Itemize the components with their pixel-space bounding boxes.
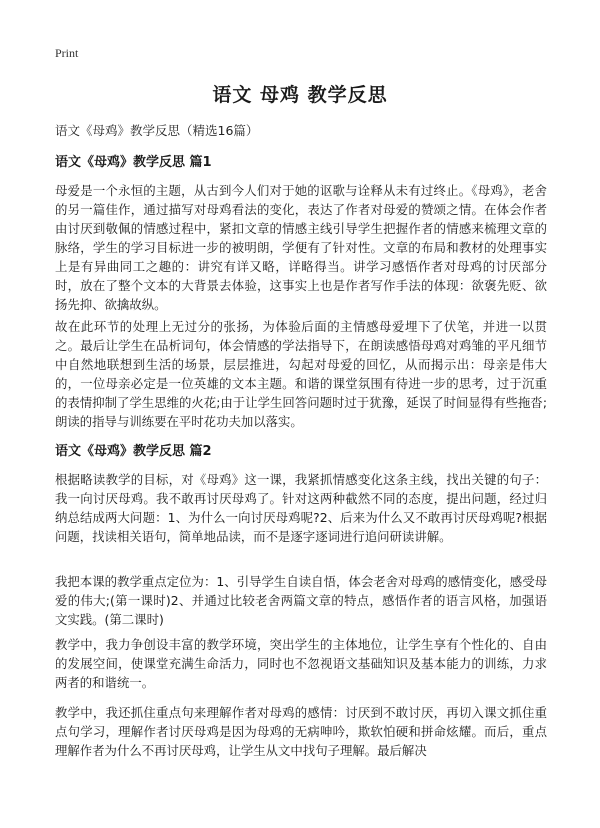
section-heading-1: 语文《母鸡》教学反思 篇1 [55, 155, 212, 170]
document-subtitle: 语文《母鸡》教学反思（精选16篇） [55, 123, 259, 138]
print-link[interactable]: Print [55, 46, 79, 60]
page-title: 语文 母鸡 教学反思 [212, 84, 388, 106]
section-2-paragraph-2: 我把本课的教学重点定位为：1、引导学生自读自悟，体会老舍对母鸡的感情变化，感受母爱的伟大;(第一课时)2、并通过比较老舍两篇文章的特点，感悟作者的语言风格，加强语文实践。(第二课时) [55, 574, 547, 627]
section-2-paragraph-4: 教学中，我还抓住重点句来理解作者对母鸡的感情：讨厌到不敢讨厌，再切入课文抓住重点句学习，理解作者讨厌母鸡是因为母鸡的无病呻吟，欺软怕硬和拼命炫耀。而后，重点理解作者为什么不再讨厌母鸡，让学生从文中找句子理解。最后解决 [55, 705, 547, 758]
section-2-paragraph-3: 教学中，我力争创设丰富的教学环境，突出学生的主体地位，让学生享有个性化的、自由的发展空间，使课堂充满生命活力，同时也不忽视语文基础知识及基本能力的训练，力求两者的和谐统一。 [55, 637, 547, 690]
section-heading-2: 语文《母鸡》教学反思 篇2 [55, 444, 212, 459]
section-1-paragraph-2: 故在此环节的处理上无过分的张扬，为体验后面的主情感母爱埋下了伏笔，并进一以贯之。最后让学生在品析词句，体会情感的学法指导下，在朗读感悟母鸡对鸡雏的平凡细节中自然地联想到生活的场景，层层推进，勾起对母爱的回忆，从而揭示出：母亲是伟大的，一位母亲必定是一位英雄的文本主题。和谐的课堂氛围有待进一步的思考，过于沉重的表情抑制了学生思维的火花;由于让学生回答问题时过于犹豫，延误了时间显得有些拖沓;朗读的指导与训练要在平时花功夫加以落实。 [55, 319, 547, 429]
section-2-paragraph-1: 根据略读教学的目标，对《母鸡》这一课，我紧抓情感变化这条主线，找出关键的句子：我一向讨厌母鸡。我不敢再讨厌母鸡了。针对这两种截然不同的态度，提出问题，经过归纳总结成两大问题：1、为什么一向讨厌母鸡呢?2、后来为什么又不敢再讨厌母鸡呢?根据问题，找读相关语句，简单地品读，而不是逐字逐词进行追问研读讲解。 [55, 472, 547, 544]
section-1-paragraph-1: 母爱是一个永恒的主题，从古到今人们对于她的讴歌与诠释从未有过终止。《母鸡》，老舍的另一篇佳作，通过描写对母鸡看法的变化，表达了作者对母爱的赞颂之情。在体会作者由讨厌到敬佩的情感过程中，紧扣文章的情感主线引导学生把握作者的情感来梳理文章的脉络，学生的学习目标进一步的被明朗，学便有了针对性。文章的布局和教材的处理事实上是有异曲同工之趣的：讲究有详又略，详略得当。讲学习感悟作者对母鸡的讨厌部分时，放在了整个文本的大背景去体验，这事实上也是作者写作手法的体现：欲褒先贬、欲扬先抑、欲擒故纵。 [55, 183, 547, 312]
